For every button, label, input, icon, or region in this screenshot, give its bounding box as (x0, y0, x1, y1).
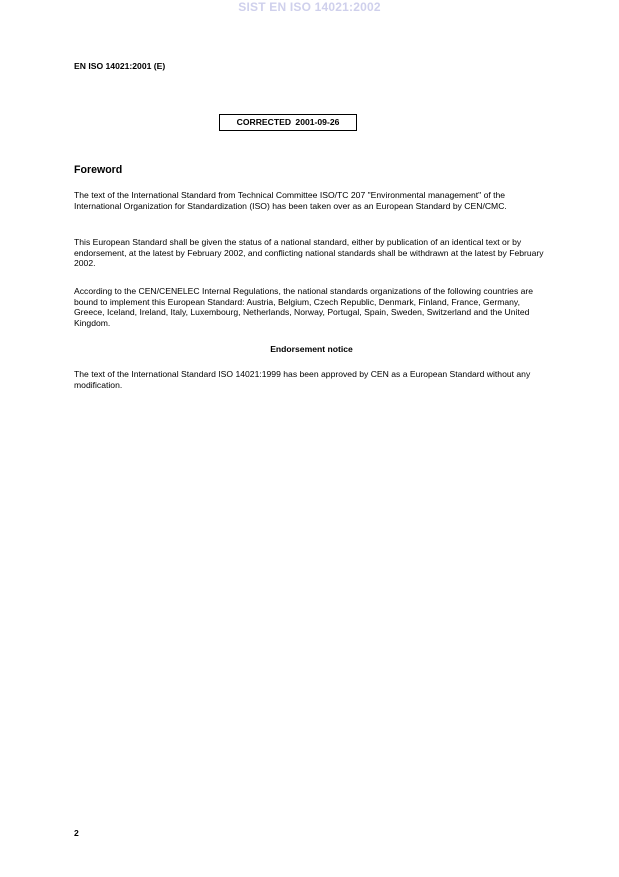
endorsement-notice-heading: Endorsement notice (270, 344, 353, 354)
page-number: 2 (74, 828, 79, 838)
foreword-heading: Foreword (74, 164, 123, 176)
foreword-paragraph-3: According to the CEN/CENELEC Internal Regulations, the national standards organizations of the following countries are bound to implement this European Standard: Austria, Belgium, Czech Republic, Denmark, Finland, France, Germany, Greece, Iceland, Ireland, Italy, Luxembourg, Netherlands, Norway, Portugal, Spain, Sweden, Switzerland and the United Kingdom. (74, 286, 534, 328)
watermark: SIST EN ISO 14021:2002 (238, 0, 381, 14)
endorsement-notice-text: The text of the International Standard ISO 14021:1999 has been approved by CEN as a European Standard without any modification. (74, 369, 531, 390)
document-id-header: EN ISO 14021:2001 (E) (74, 61, 166, 71)
foreword-paragraph-1: The text of the International Standard from Technical Committee ISO/TC 207 "Environmental management" of the International Organization for Standardization (ISO) has been taken over as an European Standard by CEN/CMC. (74, 190, 507, 211)
corrected-stamp: CORRECTED 2001-09-26 (219, 114, 357, 131)
foreword-paragraph-2: This European Standard shall be given the status of a national standard, either by publication of an identical text or by endorsement, at the latest by February 2002, and conflicting national standards shall be withdrawn at the latest by February 2002. (74, 237, 544, 268)
